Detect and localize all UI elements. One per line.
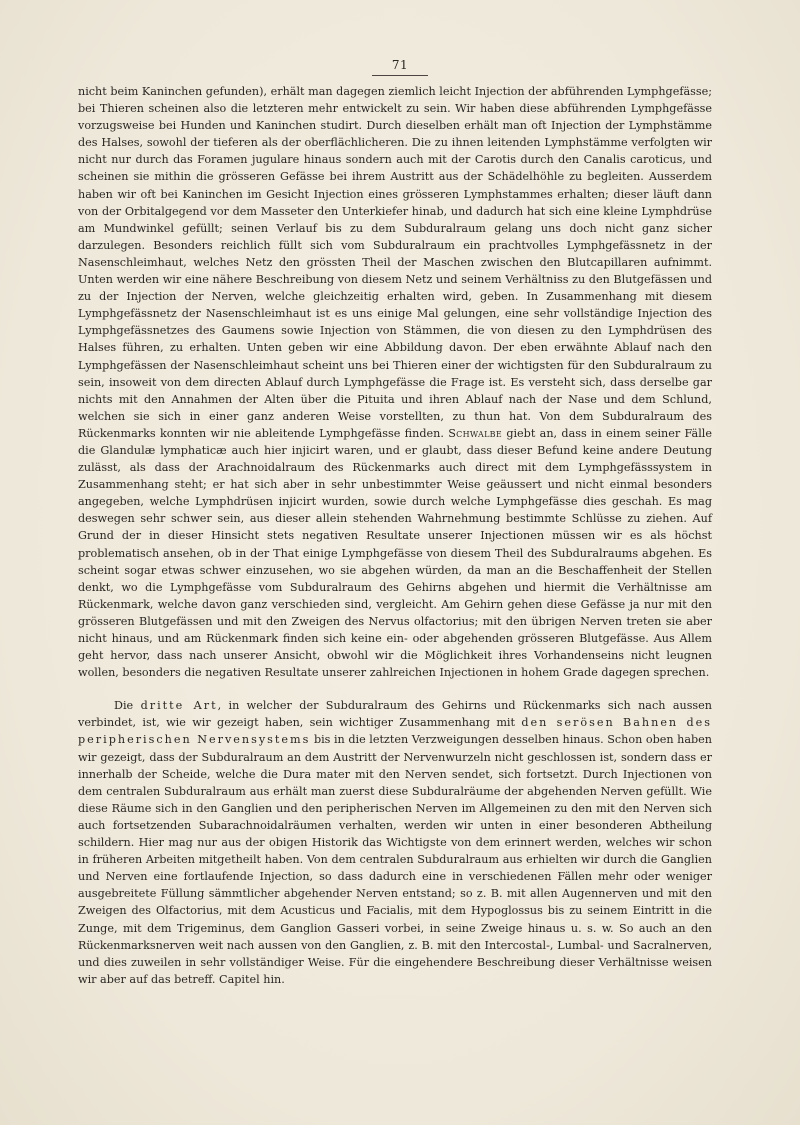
author-name: Schwalbe	[448, 426, 502, 440]
body-text	[78, 83, 712, 988]
paragraph-1-text-b: giebt an, dass in einem seiner Fälle die Glandulæ lymphaticæ auch hier injicirt waren, und er glaubt, dass dieser Befund keine andere Deutung zulässt, als dass der Arachnoidalraum des Rückenmarks auch direct mit dem Lymphgefässsystem in Zusammenhang steht; er hat sich aber in sehr unbestimmter Weise geäussert und nicht einmal besonders angegeben, welche Lymphdrüsen injicirt wurden, sowie durch welche Lymphgefässe dies geschah. Es mag deswegen sehr schwer sein, aus dieser allein stehenden Wahrnehmung bestimmte Schlüsse zu ziehen. Auf Grund der in dieser Hinsicht stets negativen Resultate unserer Injectionen müssen wir es als höchst problematisch ansehen, ob in der That einige Lymphgefässe von diesem Theil des Subduralraums abgehen. Es scheint sogar etwas schwer einzusehen, wo sie abgehen würden, da man an die Beschaffenheit der Stellen denkt, wo die Lymphgefässe vom Subduralraum des Gehirns abgehen und hiermit die Verhältnisse am Rückenmark, welche davon ganz verschieden sind, vergleicht. Am Gehirn gehen diese Gefässe ja nur mit den grösseren Blutgefässen und mit den Zweigen des Nervus olfactorius; mit den übrigen Nerven treten sie aber nicht hinaus, und am Rückenmark finden sich keine ein- oder abgehenden grösseren Blutgefässe. Aus Allem geht hervor, dass nach unserer Ansicht, obwohl wir die Möglichkeit ihres Vorhandenseins nicht leugnen wollen, besonders die negativen Resultate unserer zahlreichen Injectionen in hohem Grade dagegen sprechen.	[78, 426, 712, 680]
paragraph-2-text-b: , in welcher der Subduralraum des Gehirns und Rückenmarks sich nach aussen verbindet, ist, wie wir gezeigt haben, sein wichtiger Zusammenhang mit	[78, 699, 712, 730]
paragraph-1	[78, 83, 712, 681]
page-number: 71	[391, 58, 409, 72]
page-number-rule	[372, 75, 428, 76]
paragraph-2-text-a: Die	[114, 699, 141, 713]
paragraph-1-text-a: nicht beim Kaninchen gefunden), erhält man dagegen ziemlich leicht Injection der abführenden Lymphgefässe; bei Thieren scheinen also die letzteren mehr entwickelt zu sein. Wir haben diese abführenden Lymphgefässe vorzugsweise bei Hunden und Kaninchen studirt. Durch dieselben erhält man oft Injection der Lymphstämme des Halses, sowohl der tieferen als der oberflächlicheren. Die zu ihnen leitenden Lymphstämme verfolgten wir nicht nur durch das Foramen jugulare hinaus sondern auch mit der Carotis durch den Canalis caroticus, und scheinen sie mithin die grösseren Gefässe bei ihrem Austritt aus der Schädelhöhle zu begleiten. Ausserdem haben wir oft bei Kaninchen im Gesicht Injection eines grösseren Lymphstammes erhalten; dieser läuft dann von der Orbitalgegend vor dem Masseter den Unterkiefer hinab, und dadurch hat sich eine kleine Lymphdrüse am Mundwinkel gefüllt; seinen Verlauf bis zu dem Subduralraum gelang uns doch nicht ganz sicher darzulegen. Besonders reichlich füllt sich vom Subduralraum ein prachtvolles Lymphgefässnetz in der Nasenschleimhaut, welches Netz den grössten Theil der Maschen zwischen den Blutcapillaren aufnimmt. Unten werden wir eine nähere Beschreibung von diesem Netz und seinem Verhältniss zu den Blutgefässen und zu der Injection der Nerven, welche gleichzeitig erhalten wird, geben. In Zusammenhang mit diesem Lymphgefässnetz der Nasenschleimhaut ist es uns einige Mal gelungen, eine sehr vollständige Injection des Lymphgefässnetzes des Gaumens sowie Injection von Stämmen, die von diesen zu den Lymphdrüsen des Halses führen, zu erhalten. Unten geben wir eine Abbildung davon. Der eben erwähnte Ablauf nach den Lymphgefässen der Nasenschleimhaut scheint uns bei Thieren einer der wichtigsten für den Subduralraum zu sein, insoweit von dem directen Ablauf durch Lymphgefässe die Frage ist. Es versteht sich, dass derselbe gar nichts mit den Annahmen der Alten über die Pituita und ihren Ablauf nach der Nase und dem Schlund, welchen sie sich in einer ganz anderen Weise vorstellten, zu thun hat. Von dem Subduralraum des Rückenmarks konnten wir nie ableitende Lymphgefässe finden.	[78, 85, 712, 440]
emphasis-dritte-art: dritte Art	[140, 699, 218, 713]
paragraph-2-text-c: bis in die letzten Verzweigungen desselben hinaus. Schon oben haben wir gezeigt, dass der Subduralraum an dem Austritt der Nervenwurzeln nicht geschlossen ist, sondern dass er innerhalb der Scheide, welche die Dura mater mit den Nerven sendet, sich fortsetzt. Durch Injectionen von dem centralen Subduralraum aus erhält man zuerst diese Subduralräume der abgehenden Nerven gefüllt. Wie diese Räume sich in den Ganglien und den peripherischen Nerven im Allgemeinen zu den mit den Nerven sich auch fortsetzenden Subarachnoidalräumen verhalten, werden wir unten in einer besonderen Abtheilung schildern. Hier mag nur aus der obigen Historik das Wichtigste von dem erinnert werden, welches wir schon in früheren Arbeiten mitgetheilt haben. Von dem centralen Subduralraum aus erhielten wir durch die Ganglien und Nerven eine fortlaufende Injection, so dass dadurch eine in verschiedenen Fällen mehr oder weniger ausgebreitete Füllung sämmtlicher abgehender Nerven entstand; so z. B. mit allen Augennerven und mit den Zweigen des Olfactorius, mit dem Acusticus und Facialis, mit dem Hypoglossus bis zu seinem Eintritt in die Zunge, mit dem Trigeminus, dem Ganglion Gasseri vorbei, in seine Zweige hinaus u. s. w. So auch an den Rückenmarksnerven weit nach aussen von den Ganglien, z. B. mit den Intercostal-, Lumbal- und Sacralnerven, und dies zuweilen in sehr vollständiger Weise. Für die eingehendere Beschreibung dieser Verhältnisse weisen wir aber auf das betreff. Capitel hin.	[78, 733, 713, 986]
emphasis-seroese-bahnen: den serösen Bahnen des peripherischen Nervensystems	[78, 716, 712, 747]
paragraph-2	[78, 697, 712, 988]
